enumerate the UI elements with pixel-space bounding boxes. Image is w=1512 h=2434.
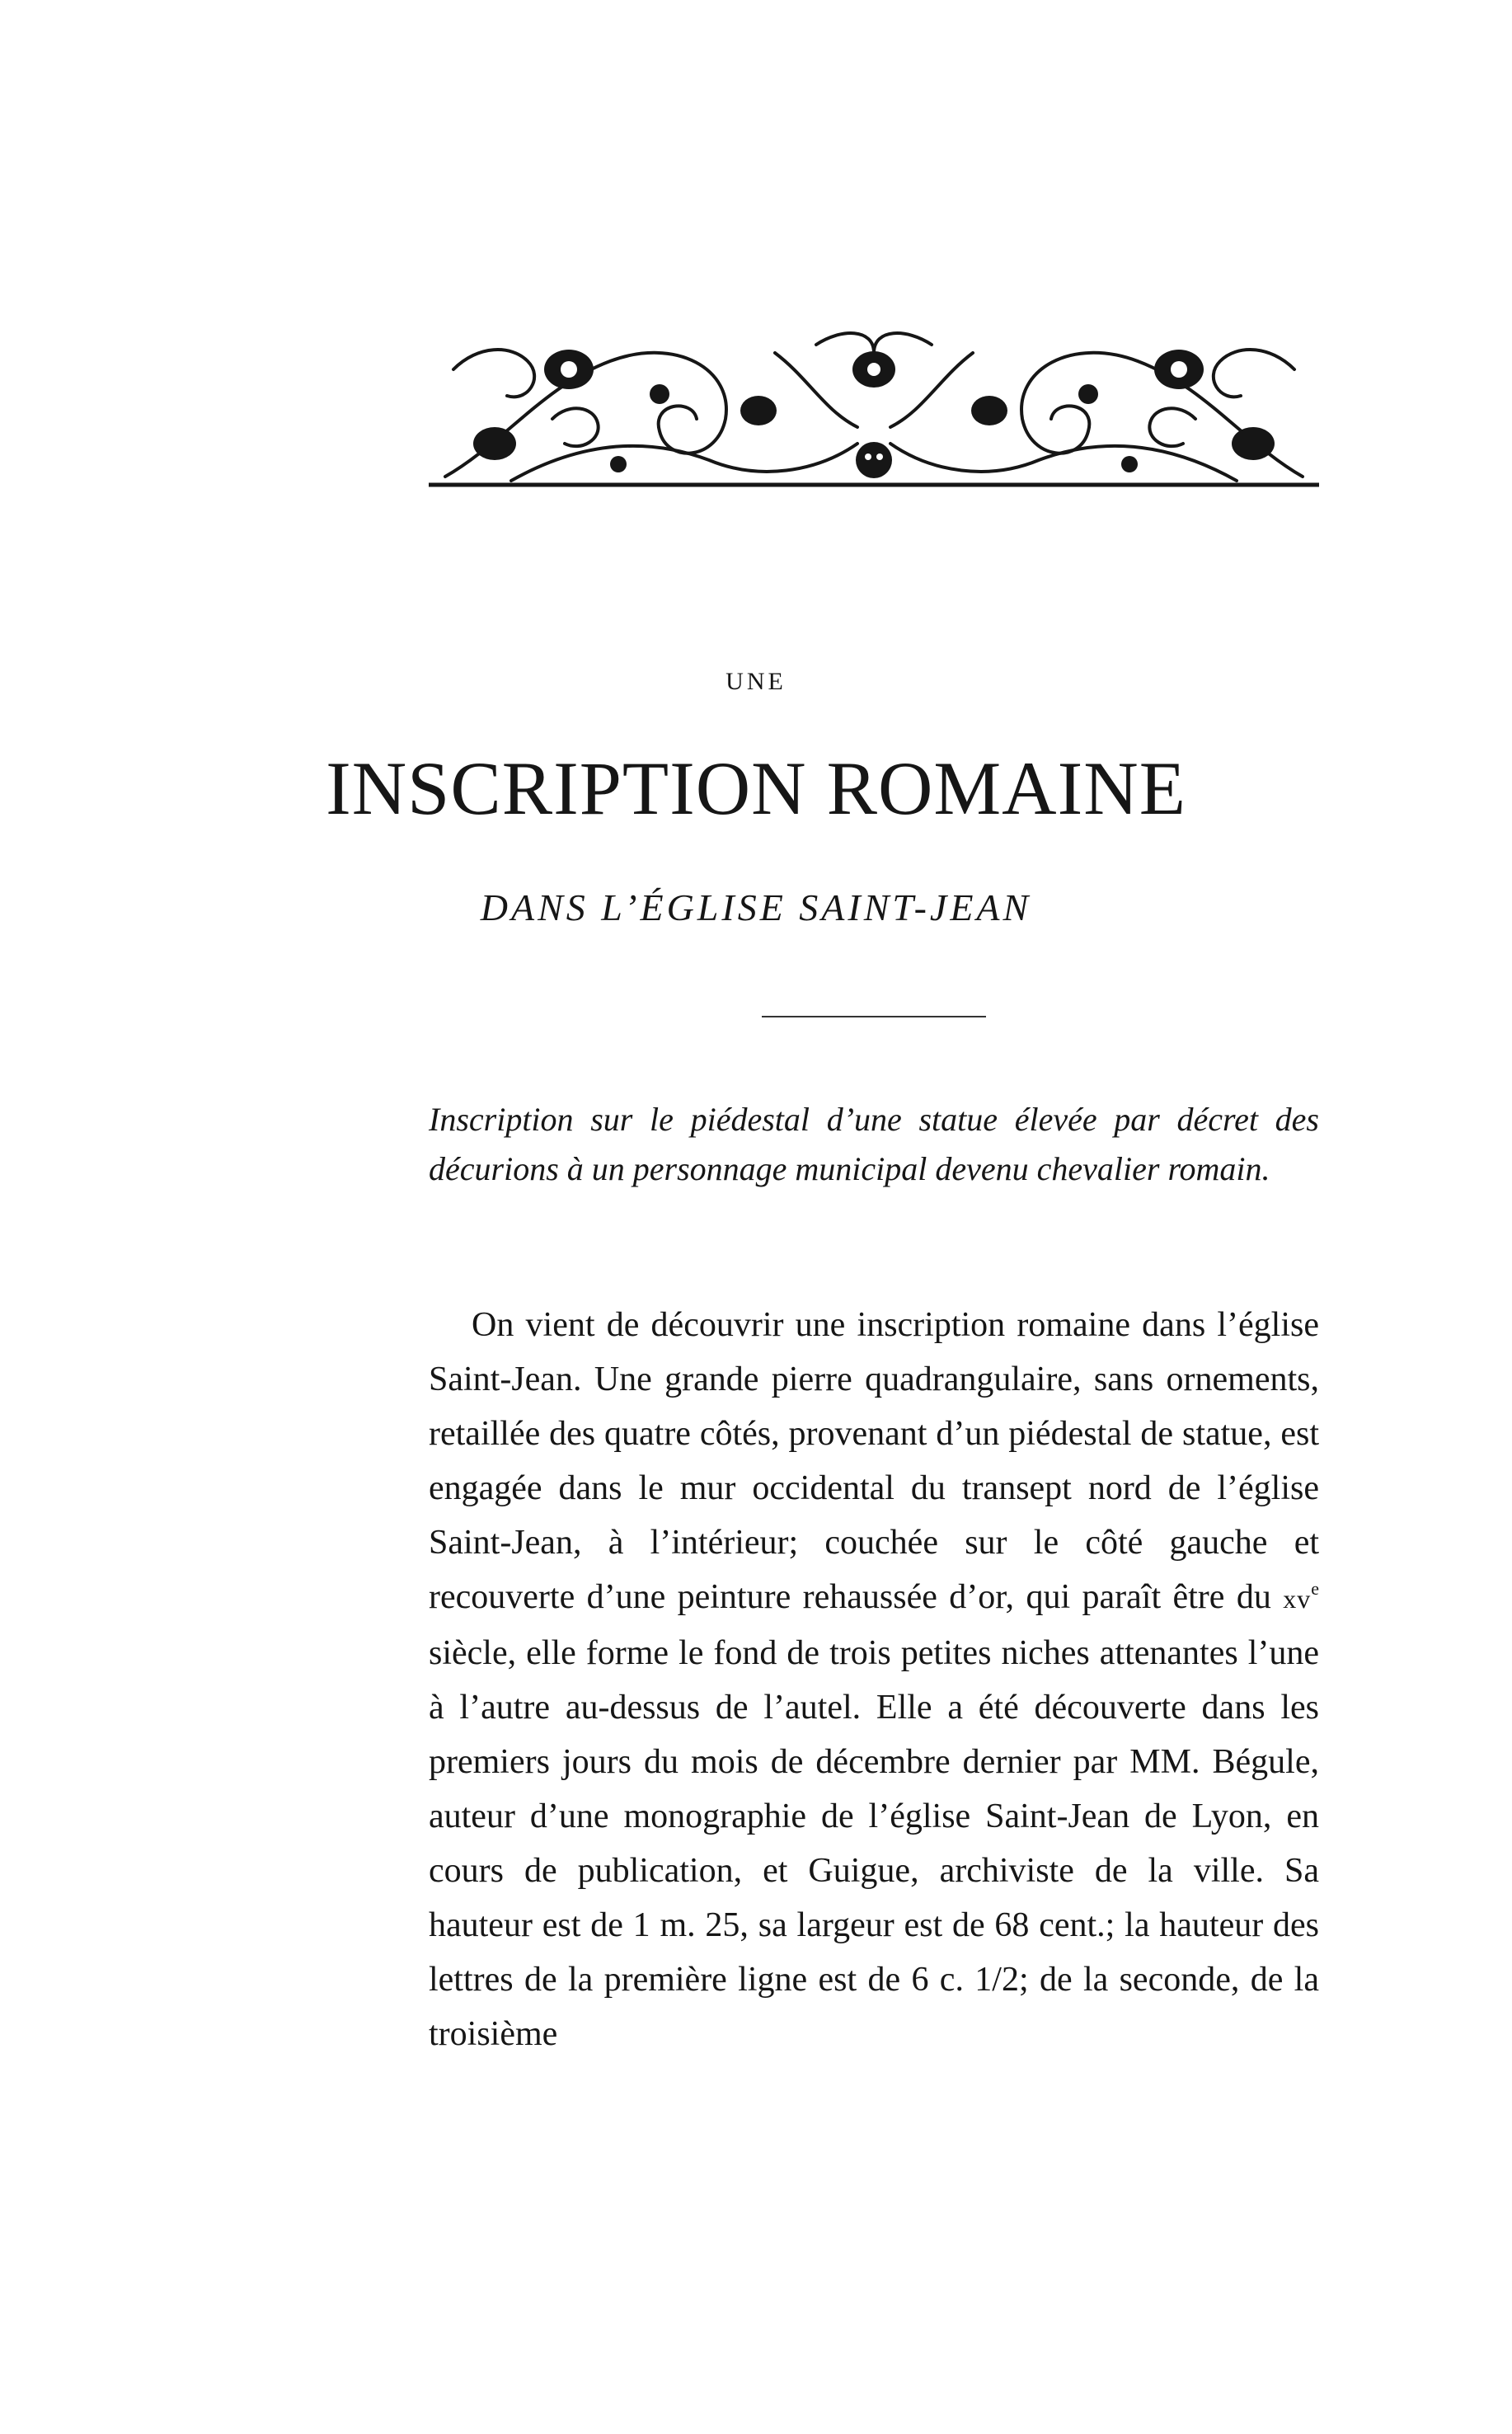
century-numeral: xv [1283, 1584, 1312, 1614]
title-divider [762, 1016, 986, 1017]
epigraph: Inscription sur le piédestal d’une statue élevée par décret des décurions à un personnage municipal devenu chevalier romain. [429, 1101, 1319, 1187]
ornamental-headpiece-icon [429, 320, 1319, 493]
page-title: INSCRIPTION ROMAINE [326, 746, 1186, 830]
title-kicker: UNE [725, 668, 787, 695]
century-superscript: e [1311, 1578, 1319, 1599]
body-text-part1: On vient de découvrir une inscription romaine dans l’église Saint-Jean. Une grande pierre quadrangulaire, sans ornements, retaillée des quatre côtés, provenant d’un piédestal de statue, est engagée dans le mur occidental du transept nord de l’église Saint-Jean, à l’intérieur; couchée sur le côté gauche et recouverte d’une peinture rehaussée d’or, qui paraît être du [429, 1306, 1319, 1616]
page-subtitle: DANS L’ÉGLISE SAINT-JEAN [480, 886, 1032, 928]
body-text-part2: siècle, elle forme le fond de trois petites niches attenantes l’une à l’autre au-dessus de l’autel. Elle a été découverte dans les premiers jours du mois de décembre dernier par MM. Bégule, auteur d’une monographie de l’église Saint-Jean de Lyon, en cours de publication, et Guigue, archiviste de la ville. Sa hauteur est de 1 m. 25, sa largeur est de 68 cent.; la hauteur des lettres de la première ligne est de 6 c. 1/2; de la seconde, de la troisième [429, 1634, 1319, 2053]
body-paragraph [429, 1298, 1319, 2061]
